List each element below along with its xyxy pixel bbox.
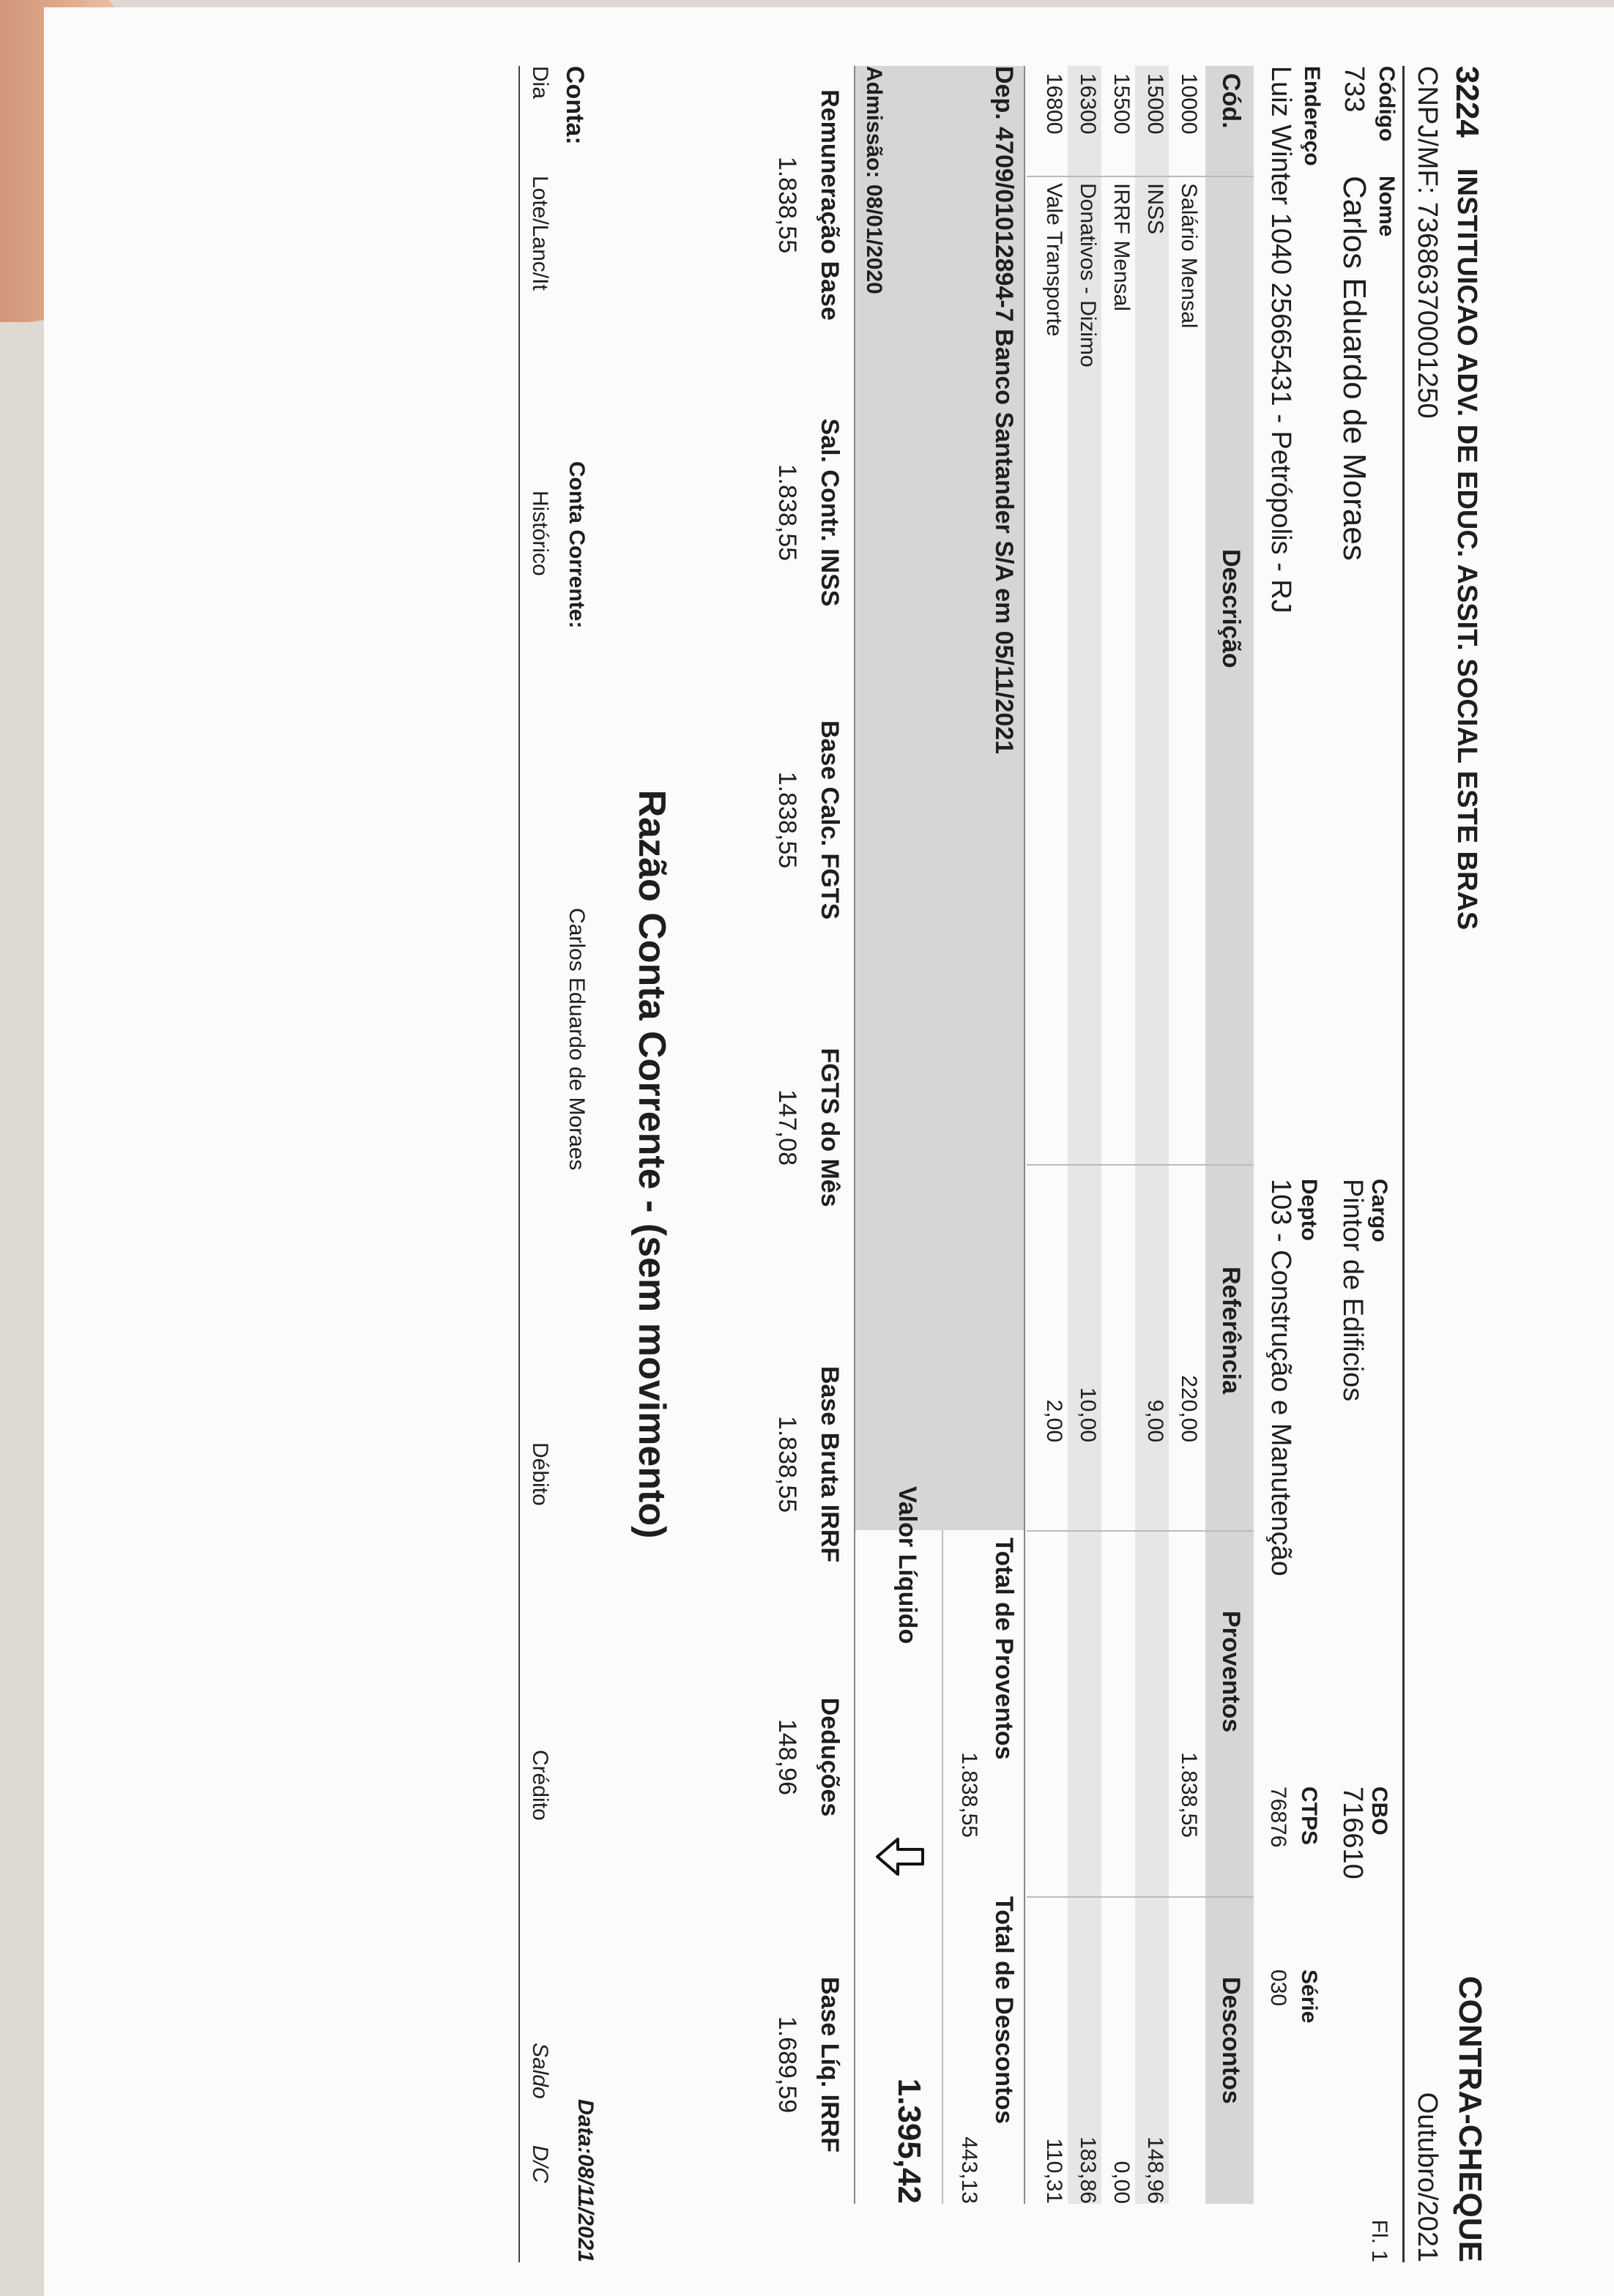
header-divider <box>1402 66 1405 2262</box>
employee-address: Luiz Winter 1040 25665431 - Petrópolis - RJ <box>1265 66 1296 614</box>
table-row <box>1169 66 1202 2204</box>
base-value: 1.838,55 <box>773 1415 801 1513</box>
net-label: Valor Líquido <box>893 1486 921 1644</box>
col-ded: Descontos <box>1217 1977 1245 2104</box>
row-ref: 2,00 <box>1042 1399 1066 1442</box>
row-ded: 0,00 <box>1109 2161 1134 2204</box>
row-desc: INSS <box>1143 183 1167 235</box>
total-ded-label: Total de Descontos <box>990 1896 1018 2125</box>
total-earn-value: 1.838,55 <box>957 1752 981 1838</box>
employee-dept: 103 - Construção e Manutenção <box>1265 1179 1296 1576</box>
employee-cbo: 716610 <box>1337 1786 1368 1879</box>
ledger-col-lote: Lote/Lanc/It <box>528 176 552 291</box>
row-desc: Donativos - Dizimo <box>1076 183 1100 368</box>
ctps-label: CTPS <box>1297 1786 1321 1846</box>
base-label: FGTS do Mês <box>816 1048 844 1207</box>
ledger-col-history: Histórico <box>528 491 552 576</box>
col-earn: Proventos <box>1217 1611 1245 1733</box>
employee-role: Pintor de Edificios <box>1337 1179 1368 1402</box>
ledger-date: Data:08/11/2021 <box>573 2099 598 2262</box>
items-header-bg <box>1205 66 1254 2204</box>
row-ref: 220,00 <box>1177 1375 1201 1442</box>
row-earn: 1.838,55 <box>1177 1752 1201 1838</box>
row-cod: 16800 <box>1042 73 1066 135</box>
ledger-col-dc: D/C <box>528 2145 552 2183</box>
name-label: Nome <box>1375 176 1399 237</box>
ledger-col-day: Dia <box>528 66 552 100</box>
employee-name: Carlos Eduardo de Moraes <box>1336 176 1372 561</box>
arrow-down-icon <box>874 1838 926 1876</box>
base-value: 147,08 <box>773 1089 801 1166</box>
row-desc: IRRF Mensal <box>1109 183 1134 312</box>
ledger-cc-label: Conta Corrente: <box>565 461 589 629</box>
deposit-info: Dep. 4709/01012894-7 Banco Santander S/A em 05/11/2021 <box>990 66 1018 754</box>
serie-label: Série <box>1297 1969 1321 2024</box>
code-label: Código <box>1375 66 1399 142</box>
row-cod: 15000 <box>1143 73 1167 135</box>
col-ref: Referência <box>1217 1267 1245 1394</box>
ledger-col-credit: Crédito <box>528 1750 552 1821</box>
admission-date: Admissão: 08/01/2020 <box>862 66 886 294</box>
row-cod: 15500 <box>1109 73 1134 135</box>
cnpj: CNPJ/MF: 73686370001250 <box>1412 66 1443 419</box>
items-bottom-line <box>1024 66 1025 2204</box>
ledger-title: Razão Conta Corrente - (sem movimento) <box>631 789 673 1539</box>
row-desc: Salário Mensal <box>1177 183 1201 329</box>
ledger-cc-value: Carlos Eduardo de Moraes <box>565 908 589 1171</box>
base-label: Sal. Contr. INSS <box>816 418 844 607</box>
period: Outubro/2021 <box>1412 2092 1443 2262</box>
row-cod: 10000 <box>1177 73 1201 135</box>
employee-ctps: 76876 <box>1266 1786 1290 1848</box>
base-label: Remuneração Base <box>816 89 844 321</box>
row-ded: 110,31 <box>1042 2138 1066 2204</box>
table-row <box>1135 66 1169 2204</box>
col-desc: Descrição <box>1217 549 1245 668</box>
table-row <box>1068 66 1101 2204</box>
row-ded: 148,96 <box>1143 2136 1167 2204</box>
row-ref: 9,00 <box>1143 1399 1167 1442</box>
dept-label: Depto <box>1297 1179 1321 1241</box>
base-value: 1.689,59 <box>773 2016 801 2114</box>
company-name: INSTITUICAO ADV. DE EDUC. ASSIT. SOCIAL ESTE BRAS <box>1451 168 1482 931</box>
totals-bottom-line <box>854 66 855 2204</box>
ledger-col-balance: Saldo <box>528 2043 552 2099</box>
col-divider <box>1027 1530 1254 1532</box>
row-desc: Vale Transporte <box>1042 183 1066 337</box>
page-number: Fl. 1 <box>1367 2219 1391 2262</box>
col-divider <box>1027 1896 1254 1898</box>
base-label: Base Líq. IRRF <box>816 1977 844 2152</box>
role-label: Cargo <box>1367 1179 1391 1242</box>
doc-title: CONTRA-CHEQUE <box>1452 1975 1488 2262</box>
base-value: 1.838,55 <box>773 771 801 869</box>
table-row <box>1034 66 1068 2204</box>
employee-code: 733 <box>1339 66 1369 113</box>
net-value: 1.395,42 <box>891 2078 927 2204</box>
address-label: Endereço <box>1300 66 1324 166</box>
row-cod: 16300 <box>1076 73 1100 135</box>
col-cod: Cód. <box>1217 73 1245 129</box>
total-ded-value: 443,13 <box>957 2136 981 2204</box>
row-ref: 10,00 <box>1076 1387 1100 1442</box>
base-label: Base Bruta IRRF <box>816 1365 844 1563</box>
base-value: 1.838,55 <box>773 156 801 254</box>
base-value: 148,96 <box>773 1719 801 1795</box>
ledger-conta-label: Conta: <box>561 66 589 145</box>
total-earn-label: Total de Proventos <box>990 1538 1018 1760</box>
base-label: Deduções <box>816 1697 844 1817</box>
payslip-document <box>73 66 1494 2262</box>
totals-inner-line <box>942 1530 943 2204</box>
cbo-label: CBO <box>1367 1786 1391 1835</box>
col-divider <box>1027 1164 1254 1166</box>
col-divider <box>1027 176 1254 177</box>
row-ded: 183,86 <box>1076 2136 1100 2204</box>
table-row <box>1101 66 1135 2204</box>
company-code: 3224 <box>1449 66 1485 138</box>
base-label: Base Calc. FGTS <box>816 720 844 920</box>
base-value: 1.838,55 <box>773 463 801 562</box>
ledger-header-line <box>518 66 520 2262</box>
ledger-col-debit: Débito <box>528 1442 552 1506</box>
employee-serie: 030 <box>1266 1969 1290 2007</box>
